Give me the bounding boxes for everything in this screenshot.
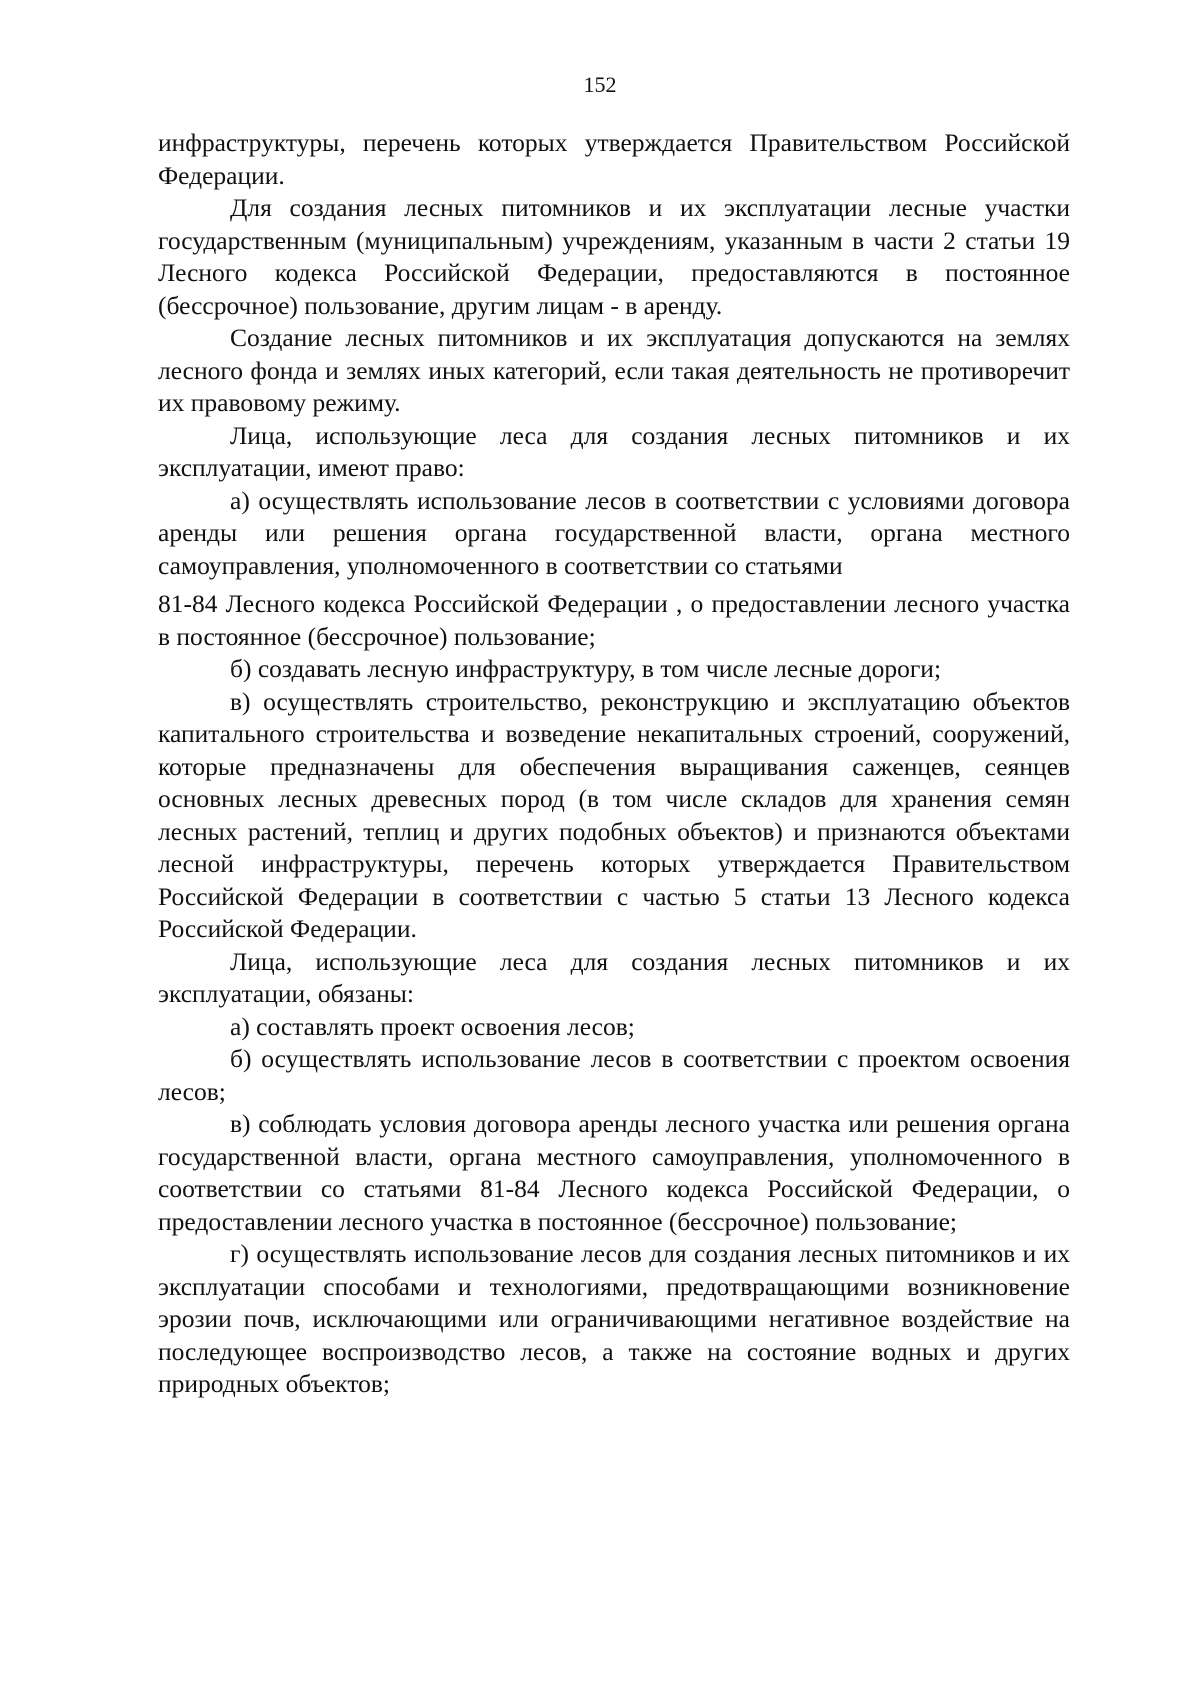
- list-item-obligation-b: б) осуществлять использование лесов в соответствии с проектом освоения лесов;: [158, 1044, 1070, 1106]
- paragraph-obligations-intro: Лица, использующие леса для создания лесных питомников и их эксплуатации, обязаны:: [158, 946, 1070, 1008]
- list-item-obligation-g: г) осуществлять использование лесов для создания лесных питомников и их эксплуатации способами и технологиями, предотвращающими возникновение эрозии почв, исключающими или ограничивающими негативное воздействие на последующее воспроизводство лесов, а также на состояние водных и других природных объектов;: [158, 1239, 1070, 1398]
- paragraph-nursery-land-plots: Для создания лесных питомников и их эксплуатации лесные участки государственным (муниципальным) учреждениям, указанным в части 2 статьи 19 Лесного кодекса Российской Федерации, предоставляются в постоянное (бессрочное) пользование, другим лицам - в аренду.: [158, 193, 1070, 320]
- list-item-right-b: б) создавать лесную инфраструктуру, в том числе лесные дороги;: [230, 654, 942, 683]
- list-item-right-v: в) осуществлять строительство, реконструкцию и эксплуатацию объектов капитального строительства и возведение некапитальных строений, сооружений, которые предназначены для обеспечения выращивания саженцев, сеянцев основных лесных древесных пород (в том числе складов для хранения семян лесных растений, теплиц и других подобных объектов) и признаются объектами лесной инфраструктуры, перечень которых утверждается Правительством Российской Федерации в соответствии с частью 5 статьи 13 Лесного кодекса Российской Федерации.: [158, 686, 1070, 943]
- paragraph-continuation: инфраструктуры, перечень которых утверждается Правительством Российской Федерации.: [158, 128, 1070, 190]
- document-body: [158, 127, 1070, 1401]
- paragraph-rights-intro: Лица, использующие леса для создания лесных питомников и их эксплуатации, имеют право:: [158, 420, 1070, 482]
- list-item-right-a-continued: 81-84 Лесного кодекса Российской Федерации , о предоставлении лесного участка в постоянное (бессрочное) пользование;: [158, 589, 1070, 651]
- list-item-obligation-a: а) составлять проект освоения лесов;: [230, 1011, 635, 1041]
- page-number: 152: [583, 72, 617, 97]
- list-item-right-a: а) осуществлять использование лесов в соответствии с условиями договора аренды или решения органа государственной власти, органа местного самоуправления, уполномоченного в соответствии со статьями: [158, 485, 1070, 580]
- paragraph-nursery-lands: Создание лесных питомников и их эксплуатация допускаются на землях лесного фонда и землях иных категорий, если такая деятельность не противоречит их правовому режиму.: [158, 323, 1070, 417]
- list-item-obligation-v: в) соблюдать условия договора аренды лесного участка или решения органа государственной власти, органа местного самоуправления, уполномоченного в соответствии со статьями 81-84 Лесного кодекса Российской Федерации, о предоставлении лесного участка в постоянное (бессрочное) пользование;: [158, 1109, 1070, 1236]
